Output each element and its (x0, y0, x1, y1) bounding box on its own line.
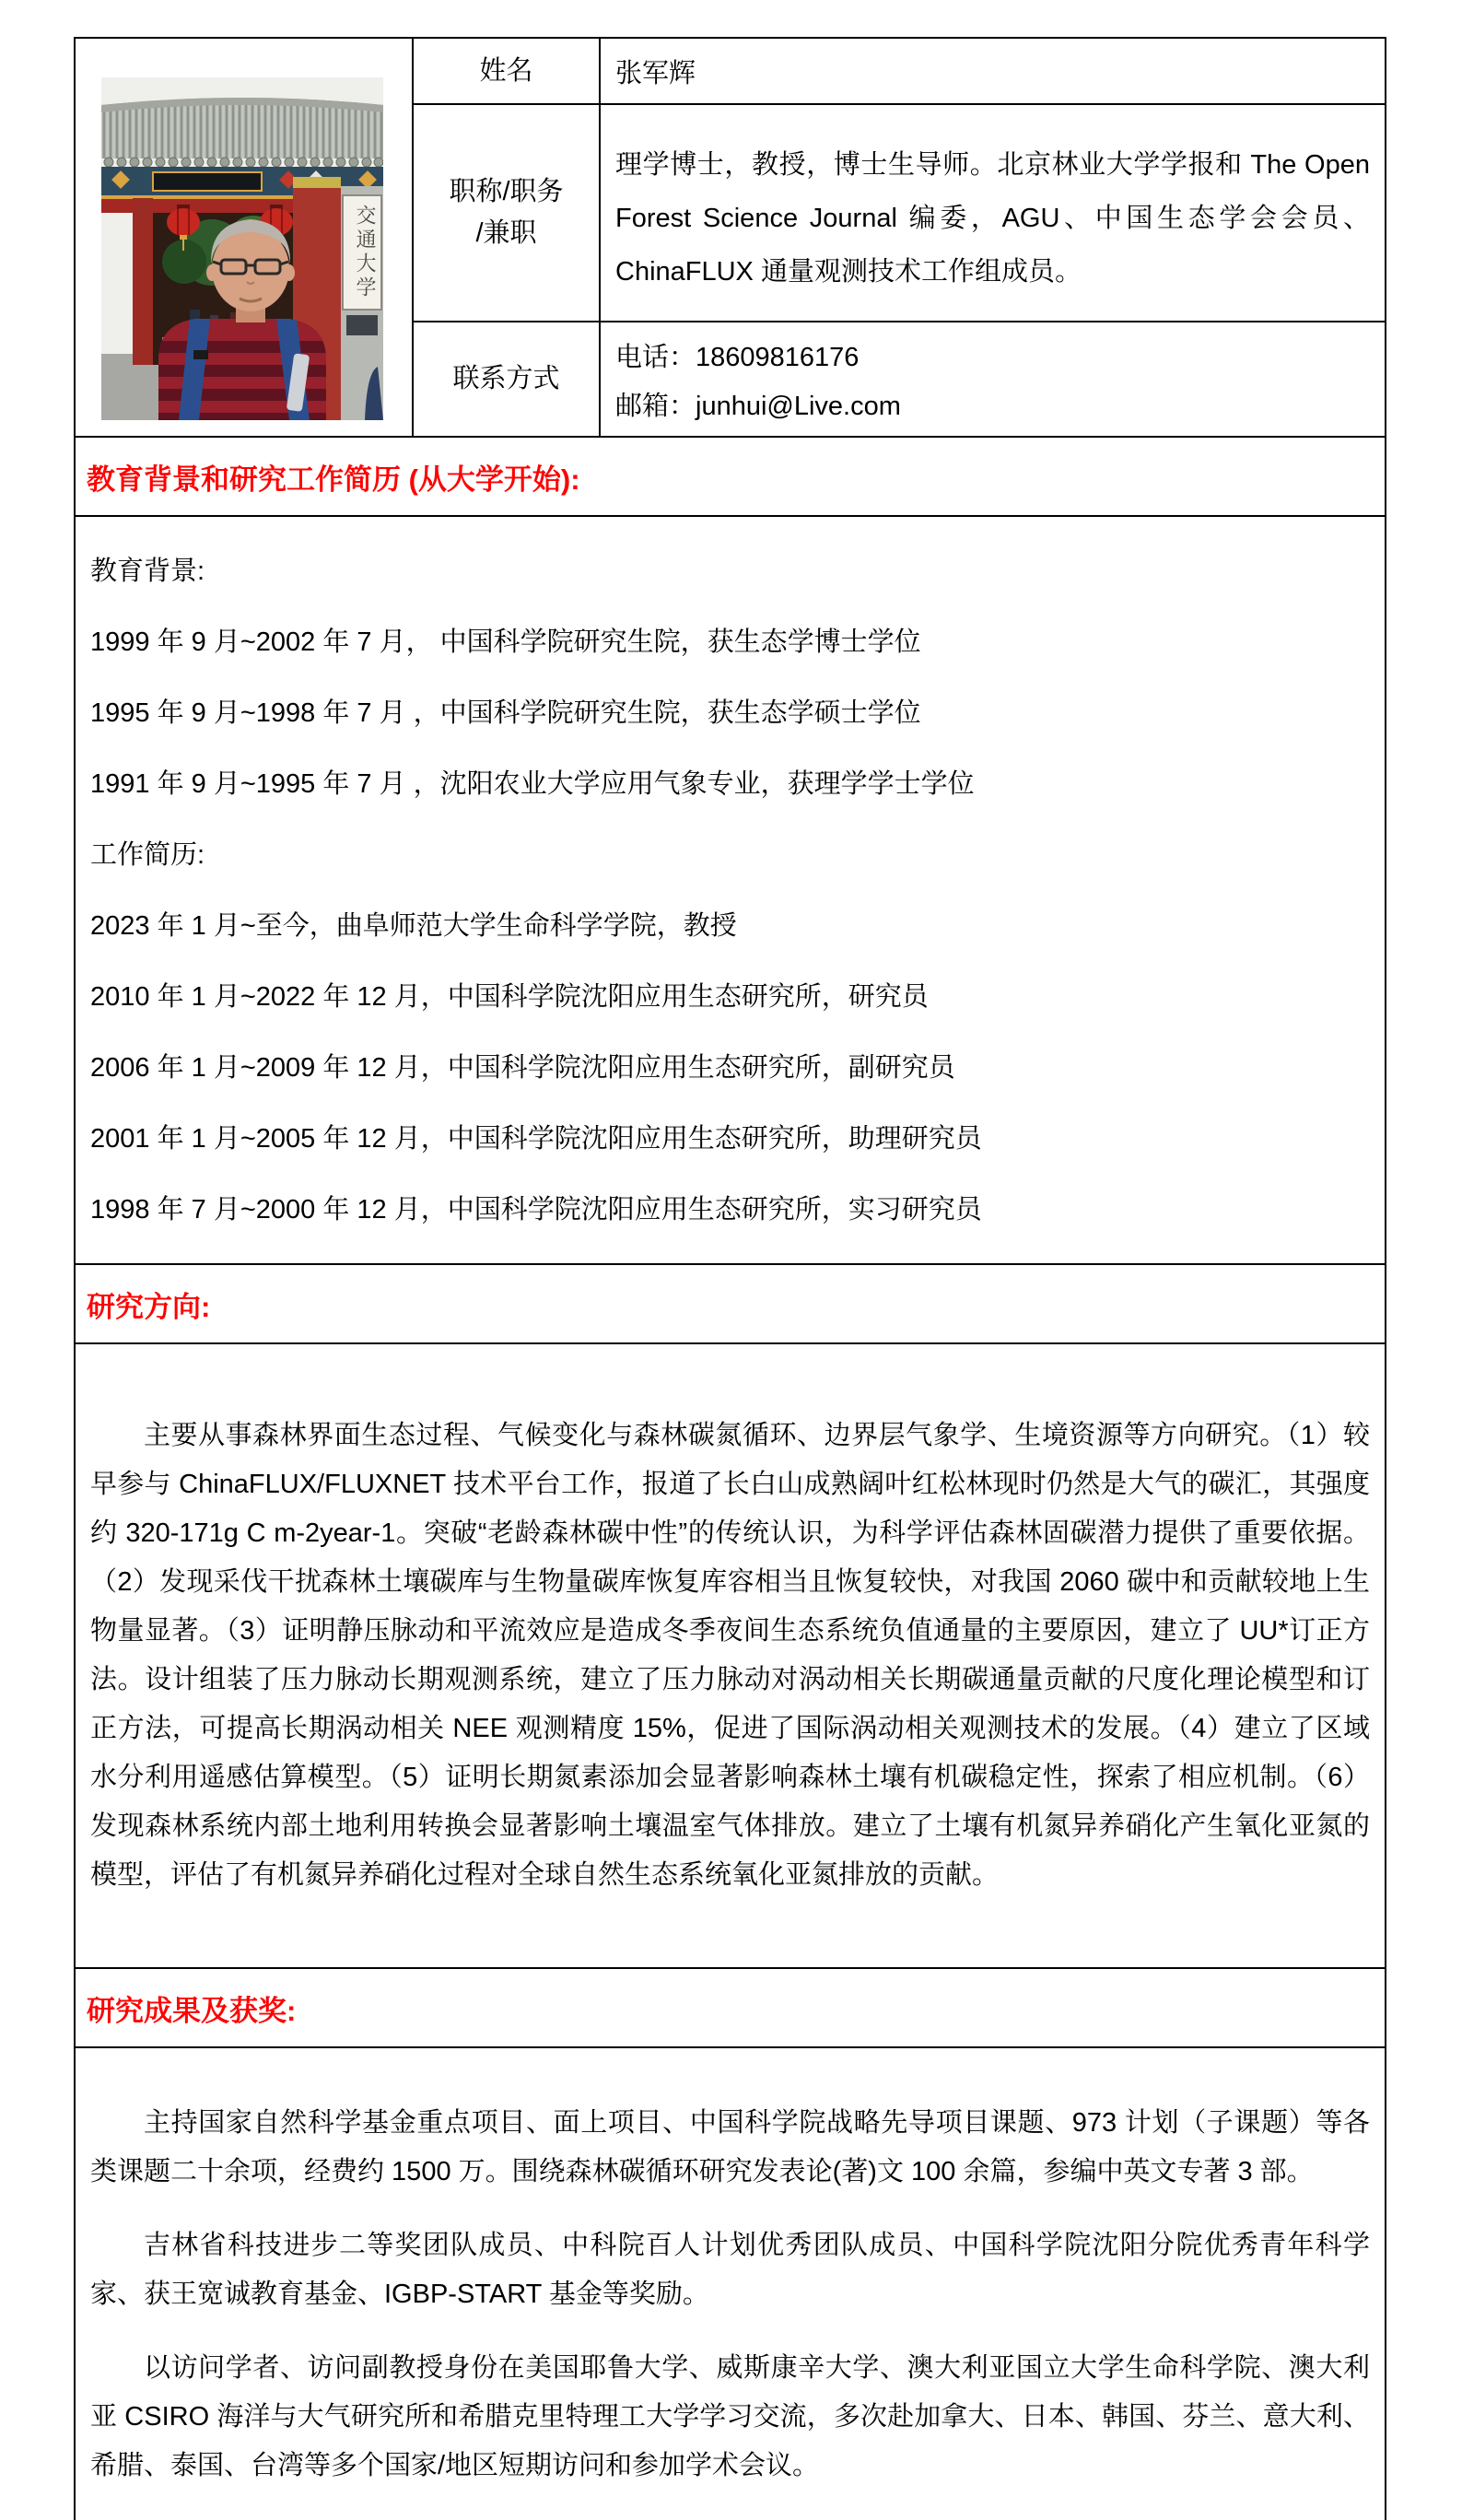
title-label (413, 104, 600, 322)
work-item: 2010 年 1 月~2022 年 12 月，中国科学院沈阳应用生态研究所，研究员 (90, 982, 929, 1012)
profile-table (74, 37, 1386, 2520)
section-resume-body (75, 516, 1386, 1264)
education-item: 1999 年 9 月~2002 年 7 月， 中国科学院研究生院，获生态学博士学位 (90, 627, 921, 657)
contact-label: 联系方式 (413, 322, 600, 437)
gate-plaque-text: 交通大学 (354, 204, 377, 300)
education-item: 1991 年 9 月~1995 年 7 月 ，沈阳农业大学应用气象专业，获理学学士学位 (90, 769, 975, 799)
achievement-paragraph: 吉林省科技进步二等奖团队成员、中科院百人计划优秀团队成员、中国科学院沈阳分院优秀青年科学家、获王宽诚教育基金、IGBP-START 基金等奖励。 (90, 2230, 1370, 2309)
contact-email: 邮箱：junhui@Live.com (615, 391, 901, 421)
education-heading: 教育背景: (90, 557, 205, 586)
research-paragraph: 主要从事森林界面生态过程、气候变化与森林碳氮循环、边界层气象学、生境资源等方向研究。（1）较早参与 ChinaFLUX/FLUXNET 技术平台工作，报道了长白山成熟阔叶红松林现时仍然是大气的碳汇，其强度约 320-171g C m-2year-1。突破“老龄森林碳中性”的传统认识，为科学评估森林固碳潜力提供了重要依据。（2）发现采伐干扰森林土壤碳库与生物量碳库恢复库容相当且恢复较快，对我国 2060 碳中和贡献较地上生物量显著。（3）证明静压脉动和平流效应是造成冬季夜间生态系统负值通量的主要原因，建立了 UU*订正方法。设计组装了压力脉动长期观测系统，建立了压力脉动对涡动相关长期碳通量贡献的尺度化理论模型和订正方法，可提高长期涡动相关 NEE 观测精度 15%，促进了国际涡动相关观测技术的发展。（4）建立了区域水分利用遥感估算模型。（5）证明长期氮素添加会显著影响森林土壤有机碳稳定性，探索了相应机制。（6）发现森林系统内部土地利用转换会显著影响土壤温室气体排放。建立了土壤有机氮异养硝化产生氧化亚氮的模型，评估了有机氮异养硝化过程对全球自然生态系统氧化亚氮排放的贡献。 (90, 1421, 1370, 1890)
profile-photo-cell (75, 38, 413, 437)
education-item: 1995 年 9 月~1998 年 7 月 ，中国科学院研究生院，获生态学硕士学位 (90, 698, 921, 728)
title-value: 理学博士，教授，博士生导师。北京林业大学学报和 The Open Forest Science Journal 编委，AGU、中国生态学会会员、ChinaFLUX 通量观测技术工作组成员。 (600, 104, 1386, 322)
work-item: 2023 年 1 月~至今，曲阜师范大学生命科学学院，教授 (90, 911, 737, 941)
section-achievements-body (75, 2047, 1386, 2520)
photo-roof (101, 98, 383, 167)
gate-photo-illustration (101, 77, 383, 420)
name-value: 张军辉 (600, 38, 1386, 104)
contact-phone: 电话：18609816176 (615, 342, 860, 372)
section-achievements-title: 研究成果及获奖: (75, 1968, 1386, 2047)
section-research-body (75, 1343, 1386, 1968)
work-heading: 工作简历: (90, 840, 205, 870)
work-item: 2006 年 1 月~2009 年 12 月，中国科学院沈阳应用生态研究所，副研究员 (90, 1053, 955, 1083)
photo-pillar-cap (293, 177, 341, 188)
name-label: 姓名 (413, 38, 600, 104)
title-label-line2: /兼职 (475, 218, 537, 248)
section-research-title: 研究方向: (75, 1264, 1386, 1343)
photo-left-pillar (133, 198, 153, 365)
achievement-paragraph: 主持国家自然科学基金重点项目、面上项目、中国科学院战略先导项目课题、973 计划（子课题）等各类课题二十余项，经费约 1500 万。围绕森林碳循环研究发表论(著)文 100 余篇，参编中英文专著 3 部。 (90, 2107, 1370, 2186)
work-item: 1998 年 7 月~2000 年 12 月，中国科学院沈阳应用生态研究所，实习研究员 (90, 1195, 982, 1225)
profile-photo (101, 77, 383, 420)
photo-wall-box (346, 315, 378, 335)
contact-value (600, 322, 1386, 437)
section-resume-title: 教育背景和研究工作简历 (从大学开始): (75, 437, 1386, 516)
achievement-paragraph: 以访问学者、访问副教授身份在美国耶鲁大学、威斯康辛大学、澳大利亚国立大学生命科学院、澳大利亚 CSIRO 海洋与大气研究所和希腊克里特理工大学学习交流，多次赴加拿大、日本、韩国、芬兰、意大利、希腊、泰国、台湾等多个国家/地区短期访问和参加学术会议。 (90, 2352, 1370, 2480)
work-item: 2001 年 1 月~2005 年 12 月，中国科学院沈阳应用生态研究所，助理研究员 (90, 1124, 982, 1154)
title-label-line1: 职称/职务 (449, 177, 564, 207)
